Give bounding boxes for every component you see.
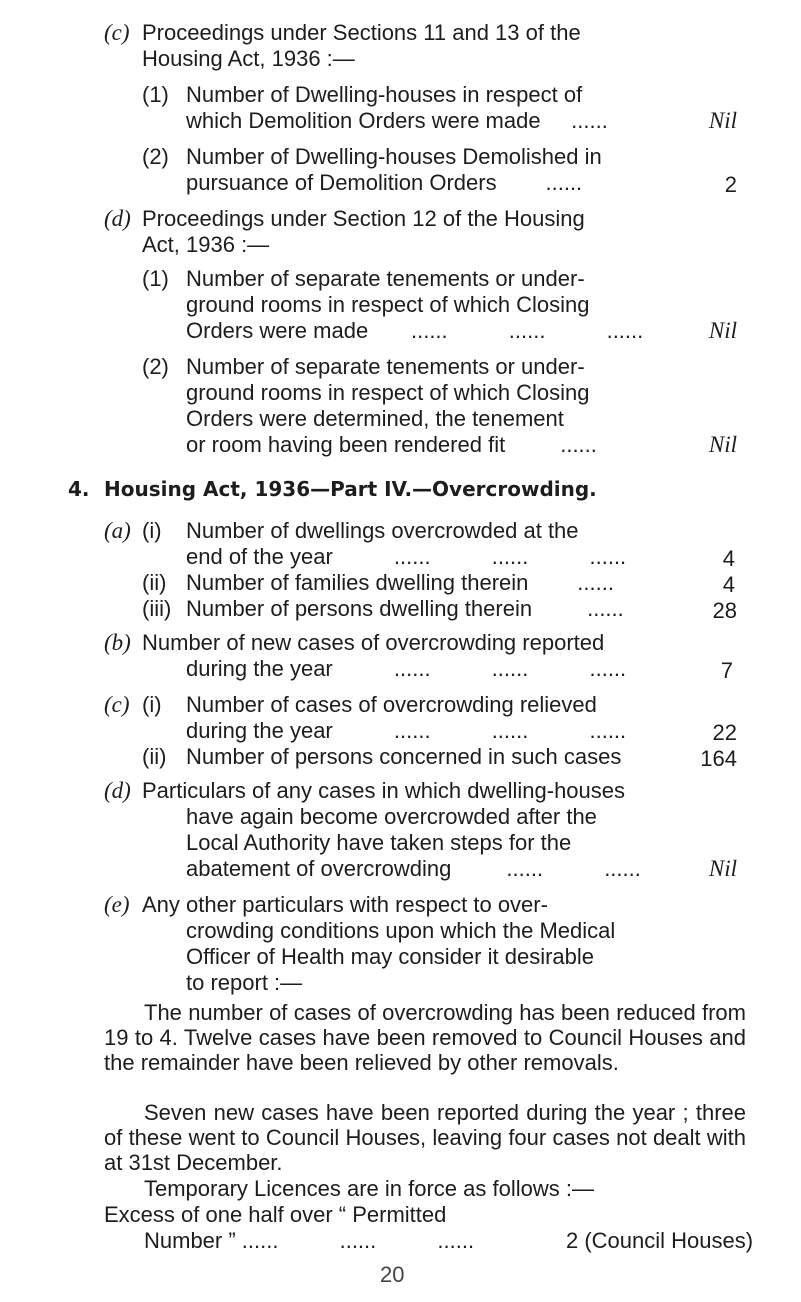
section-d-heading: (d) Proceedings under Section 12 of the Housing	[104, 206, 585, 231]
section-d-item-2-value: Nil	[708, 432, 737, 457]
section-c-label: (c)	[104, 20, 130, 45]
part-4-e-label: (e)	[104, 892, 130, 917]
part-4-a-iii: (iii) Number of persons dwelling therein ......	[142, 596, 624, 621]
section-d-item-1-value: Nil	[708, 318, 737, 343]
section-d-item-1-cont: ground rooms in respect of which Closing	[186, 292, 590, 317]
part-4-e-cont: crowding conditions upon which the Medical	[186, 918, 616, 943]
part-4-a-label: (a)	[104, 518, 131, 543]
part-4-d-label: (d)	[104, 778, 131, 803]
section-c-item-1-cont: which Demolition Orders were made ......	[186, 108, 608, 133]
part-4-heading: 4. Housing Act, 1936—Part IV.—Overcrowding.	[68, 477, 597, 501]
part-4-c-i: (c) (i) Number of cases of overcrowding relieved	[104, 692, 597, 717]
section-c-item-1: (1) Number of Dwelling-houses in respect of	[142, 82, 583, 107]
part-4-d-cont2: Local Authority have taken steps for the	[186, 830, 572, 855]
part-4-e-cont3: to report :—	[186, 970, 303, 995]
part-4-b-label: (b)	[104, 630, 131, 655]
section-c-heading-cont: Housing Act, 1936 :—	[142, 46, 355, 71]
part-4-a-iii-value: 28	[712, 598, 737, 623]
part-4-d-cont3: abatement of overcrowding ...... ......	[186, 856, 641, 881]
part-4-c-ii: (ii) Number of persons concerned in such cases	[142, 744, 622, 769]
part-4-b: (b) Number of new cases of overcrowding reported	[104, 630, 605, 655]
section-d-item-2-cont3: or room having been rendered fit ......	[186, 432, 597, 457]
section-d-item-2: (2) Number of separate tenements or under-	[142, 354, 585, 379]
part-4-c-i-value: 22	[712, 720, 737, 745]
section-d-heading-cont: Act, 1936 :—	[142, 232, 270, 257]
licences-intro: Temporary Licences are in force as follows :—	[144, 1176, 594, 1201]
part-4-e: (e) Any other particulars with respect to over-	[104, 892, 548, 917]
part-4-b-value: 7	[720, 658, 733, 683]
part-4-a-i-cont: end of the year ...... ...... ......	[186, 544, 627, 569]
part-4-e-cont2: Officer of Health may consider it desirable	[186, 944, 594, 969]
part-4-d-cont: have again become overcrowded after the	[186, 804, 597, 829]
licences-line-2: Number ” ...... ...... ......	[144, 1228, 475, 1253]
part-4-a-i: (a) (i) Number of dwellings overcrowded at the	[104, 518, 579, 543]
part-4-c-ii-value: 164	[700, 746, 737, 771]
part-4-b-cont: during the year ...... ...... ......	[186, 656, 627, 681]
section-d-item-2-cont: ground rooms in respect of which Closing	[186, 380, 590, 405]
part-4-c-i-cont: during the year ...... ...... ......	[186, 718, 627, 743]
part-4-a-ii: (ii) Number of families dwelling therein ......	[142, 570, 614, 595]
licences-value: 2 (Council Houses)	[566, 1228, 754, 1253]
part-4-d-value: Nil	[708, 856, 737, 881]
page-number: 20	[380, 1262, 405, 1287]
section-c-item-2-cont: pursuance of Demolition Orders ......	[186, 170, 583, 195]
section-c-heading: (c) Proceedings under Sections 11 and 13 of the	[104, 20, 581, 45]
part-4-c-label: (c)	[104, 692, 130, 717]
part-4-a-i-value: 4	[722, 546, 735, 571]
paragraph-overcrowding-reduced: The number of cases of overcrowding has been reduced from 19 to 4. Twelve cases have been removed to Council Houses and the remainder have been relieved by other removals.	[104, 1000, 746, 1075]
paragraph-new-cases: Seven new cases have been reported during the year ; three of these went to Council Houses, leaving four cases not dealt with at 31st December.	[104, 1100, 746, 1175]
section-c-item-2: (2) Number of Dwelling-houses Demolished in	[142, 144, 602, 169]
section-d-item-1-cont2: Orders were made ...... ...... ......	[186, 318, 644, 343]
licences-line-1: Excess of one half over “ Permitted	[104, 1202, 447, 1227]
section-d-item-1: (1) Number of separate tenements or under-	[142, 266, 585, 291]
part-4-number: 4.	[68, 477, 90, 501]
section-d-label: (d)	[104, 206, 131, 231]
part-4-d: (d) Particulars of any cases in which dwelling-houses	[104, 778, 626, 803]
section-c-item-2-value: 2	[724, 172, 737, 197]
section-c-item-1-value: Nil	[708, 108, 737, 133]
part-4-a-ii-value: 4	[722, 572, 735, 597]
section-d-item-2-cont2: Orders were determined, the tenement	[186, 406, 564, 431]
